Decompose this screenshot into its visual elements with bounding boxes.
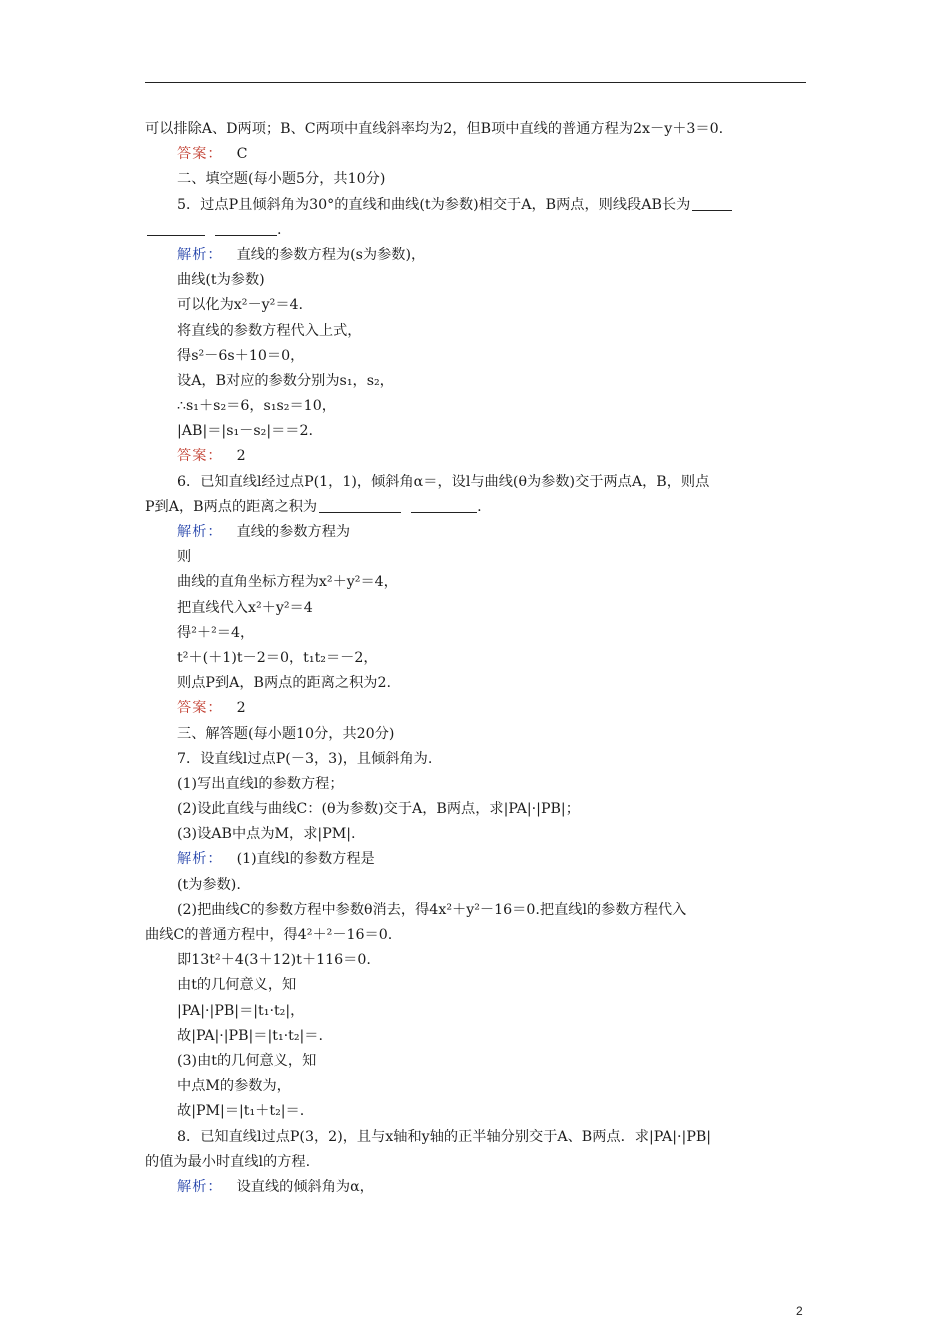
text-line	[145, 646, 810, 671]
text-line	[145, 1024, 810, 1049]
answer-label: 答案：	[177, 146, 223, 163]
line-trail: .	[277, 221, 282, 238]
line-text: 三、解答题(每小题10分，共20分)	[177, 725, 395, 742]
page-number: 2	[796, 1304, 803, 1318]
solution-label: 解析：	[177, 1178, 223, 1195]
answer-blank	[411, 498, 477, 513]
line-text: 把直线代入x²＋y²＝4	[177, 599, 313, 616]
labeled-line	[145, 847, 810, 872]
line-text: 7．设直线l过点P(－3，3)，且倾斜角为.	[177, 750, 433, 767]
line-text: 直线的参数方程为(s为参数)，	[236, 246, 426, 263]
text-line	[145, 923, 810, 948]
line-text: 5．过点P且倾斜角为30°的直线和曲线(t为参数)相交于A，B两点，则线段AB长为	[177, 196, 691, 213]
solution-label: 解析：	[177, 851, 223, 868]
text-line	[145, 570, 810, 595]
text-line	[145, 973, 810, 998]
text-line	[145, 822, 810, 847]
text-line	[145, 545, 810, 570]
header-rule	[145, 82, 806, 83]
line-text: 可以排除A、D两项；B、C两项中直线斜率均为2，但B项中直线的普通方程为2x－y＋3＝0.	[145, 121, 724, 137]
line-text: 则点P到A，B两点的距离之积为2.	[177, 675, 392, 692]
text-line	[145, 797, 810, 822]
line-text: 2	[236, 448, 246, 465]
labeled-line	[145, 444, 810, 469]
labeled-line	[145, 520, 810, 545]
line-text: 的值为最小时直线l的方程.	[145, 1153, 311, 1170]
line-text: t²＋(＋1)t－2＝0，t₁t₂＝－2，	[177, 649, 378, 666]
line-text: (t为参数).	[177, 876, 241, 893]
text-line	[145, 344, 810, 369]
line-text: 得s²－6s＋10＝0，	[177, 347, 305, 364]
line-text: 曲线(t为参数)	[177, 272, 265, 289]
labeled-line	[145, 696, 810, 721]
text-line	[145, 1150, 810, 1175]
line-text: 设A，B对应的参数分别为s₁，s₂，	[177, 372, 394, 389]
line-text: 故|PA|·|PB|＝|t₁·t₂|＝.	[177, 1027, 324, 1044]
line-text: 可以化为x²－y²＝4.	[177, 297, 304, 314]
text-line	[145, 1074, 810, 1099]
line-text: 曲线C的普通方程中，得4²＋²－16＝0.	[145, 927, 393, 943]
text-line	[145, 117, 810, 142]
text-line	[145, 319, 810, 344]
line-text: 中点M的参数为，	[177, 1078, 291, 1095]
answer-label: 答案：	[177, 700, 223, 717]
text-line	[145, 898, 810, 923]
solution-label: 解析：	[177, 246, 223, 263]
line-text: (3)由t的几何意义，知	[177, 1052, 317, 1069]
text-line	[145, 772, 810, 797]
line-text: (1)直线l的参数方程是	[236, 851, 375, 868]
text-line	[145, 495, 810, 520]
text-line	[145, 470, 810, 495]
text-line	[145, 218, 810, 243]
answer-blank	[147, 221, 205, 236]
line-text: (2)设此直线与曲线C：(θ为参数)交于A，B两点，求|PA|·|PB|；	[177, 801, 580, 818]
line-text: 曲线的直角坐标方程为x²＋y²＝4，	[177, 574, 398, 591]
line-text: P到A，B两点的距离之积为	[145, 498, 318, 515]
answer-blank	[215, 221, 277, 236]
labeled-line	[145, 243, 810, 268]
line-text: (2)把曲线C的参数方程中参数θ消去，得4x²＋y²－16＝0.把直线l的参数方程代入	[177, 901, 687, 918]
line-text: 则	[177, 549, 192, 566]
labeled-line	[145, 142, 810, 167]
text-line	[145, 948, 810, 973]
line-text: 即13t²＋4(3＋12)t＋116＝0.	[177, 952, 371, 969]
text-line	[145, 621, 810, 646]
text-line	[145, 193, 810, 218]
line-trail: .	[477, 498, 482, 515]
text-line	[145, 873, 810, 898]
line-text: 由t的几何意义，知	[177, 977, 297, 994]
answer-blank	[692, 196, 732, 211]
line-text: C	[236, 146, 248, 163]
line-text: |AB|＝|s₁－s₂|＝＝2.	[177, 423, 314, 440]
answer-label: 答案：	[177, 448, 223, 465]
text-line	[145, 394, 810, 419]
line-text: (3)设AB中点为M，求|PM|.	[177, 826, 356, 843]
text-line	[145, 722, 810, 747]
line-text: 设直线的倾斜角为α，	[236, 1178, 374, 1195]
line-text: 故|PM|＝|t₁＋t₂|＝.	[177, 1103, 305, 1120]
document-body	[145, 117, 810, 1200]
text-line	[145, 596, 810, 621]
text-line	[145, 419, 810, 444]
solution-label: 解析：	[177, 524, 223, 540]
line-text: 6．已知直线l经过点P(1，1)，倾斜角α＝，设l与曲线(θ为参数)交于两点A，B，则点	[177, 473, 710, 490]
line-text: 8．已知直线l过点P(3，2)，且与x轴和y轴的正半轴分别交于A、B两点．求|PA|·|PB|	[177, 1128, 712, 1145]
text-line	[145, 268, 810, 293]
labeled-line	[145, 1175, 810, 1200]
text-line	[145, 671, 810, 696]
line-text: |PA|·|PB|＝|t₁·t₂|，	[177, 1002, 305, 1019]
text-line	[145, 293, 810, 318]
line-text: 2	[236, 700, 246, 717]
text-line	[145, 747, 810, 772]
line-text: 将直线的参数方程代入上式，	[177, 322, 362, 339]
line-text: ∴s₁＋s₂＝6，s₁s₂＝10，	[177, 398, 336, 415]
text-line	[145, 1099, 810, 1124]
line-text: 得²＋²＝4，	[177, 624, 255, 641]
text-line	[145, 369, 810, 394]
text-line	[145, 1125, 810, 1150]
line-text: (1)写出直线l的参数方程；	[177, 775, 344, 792]
text-line	[145, 167, 810, 192]
line-text: 直线的参数方程为	[236, 524, 351, 540]
line-text: 二、填空题(每小题5分，共10分)	[177, 171, 386, 188]
text-line	[145, 999, 810, 1024]
answer-blank	[319, 498, 401, 513]
text-line	[145, 1049, 810, 1074]
